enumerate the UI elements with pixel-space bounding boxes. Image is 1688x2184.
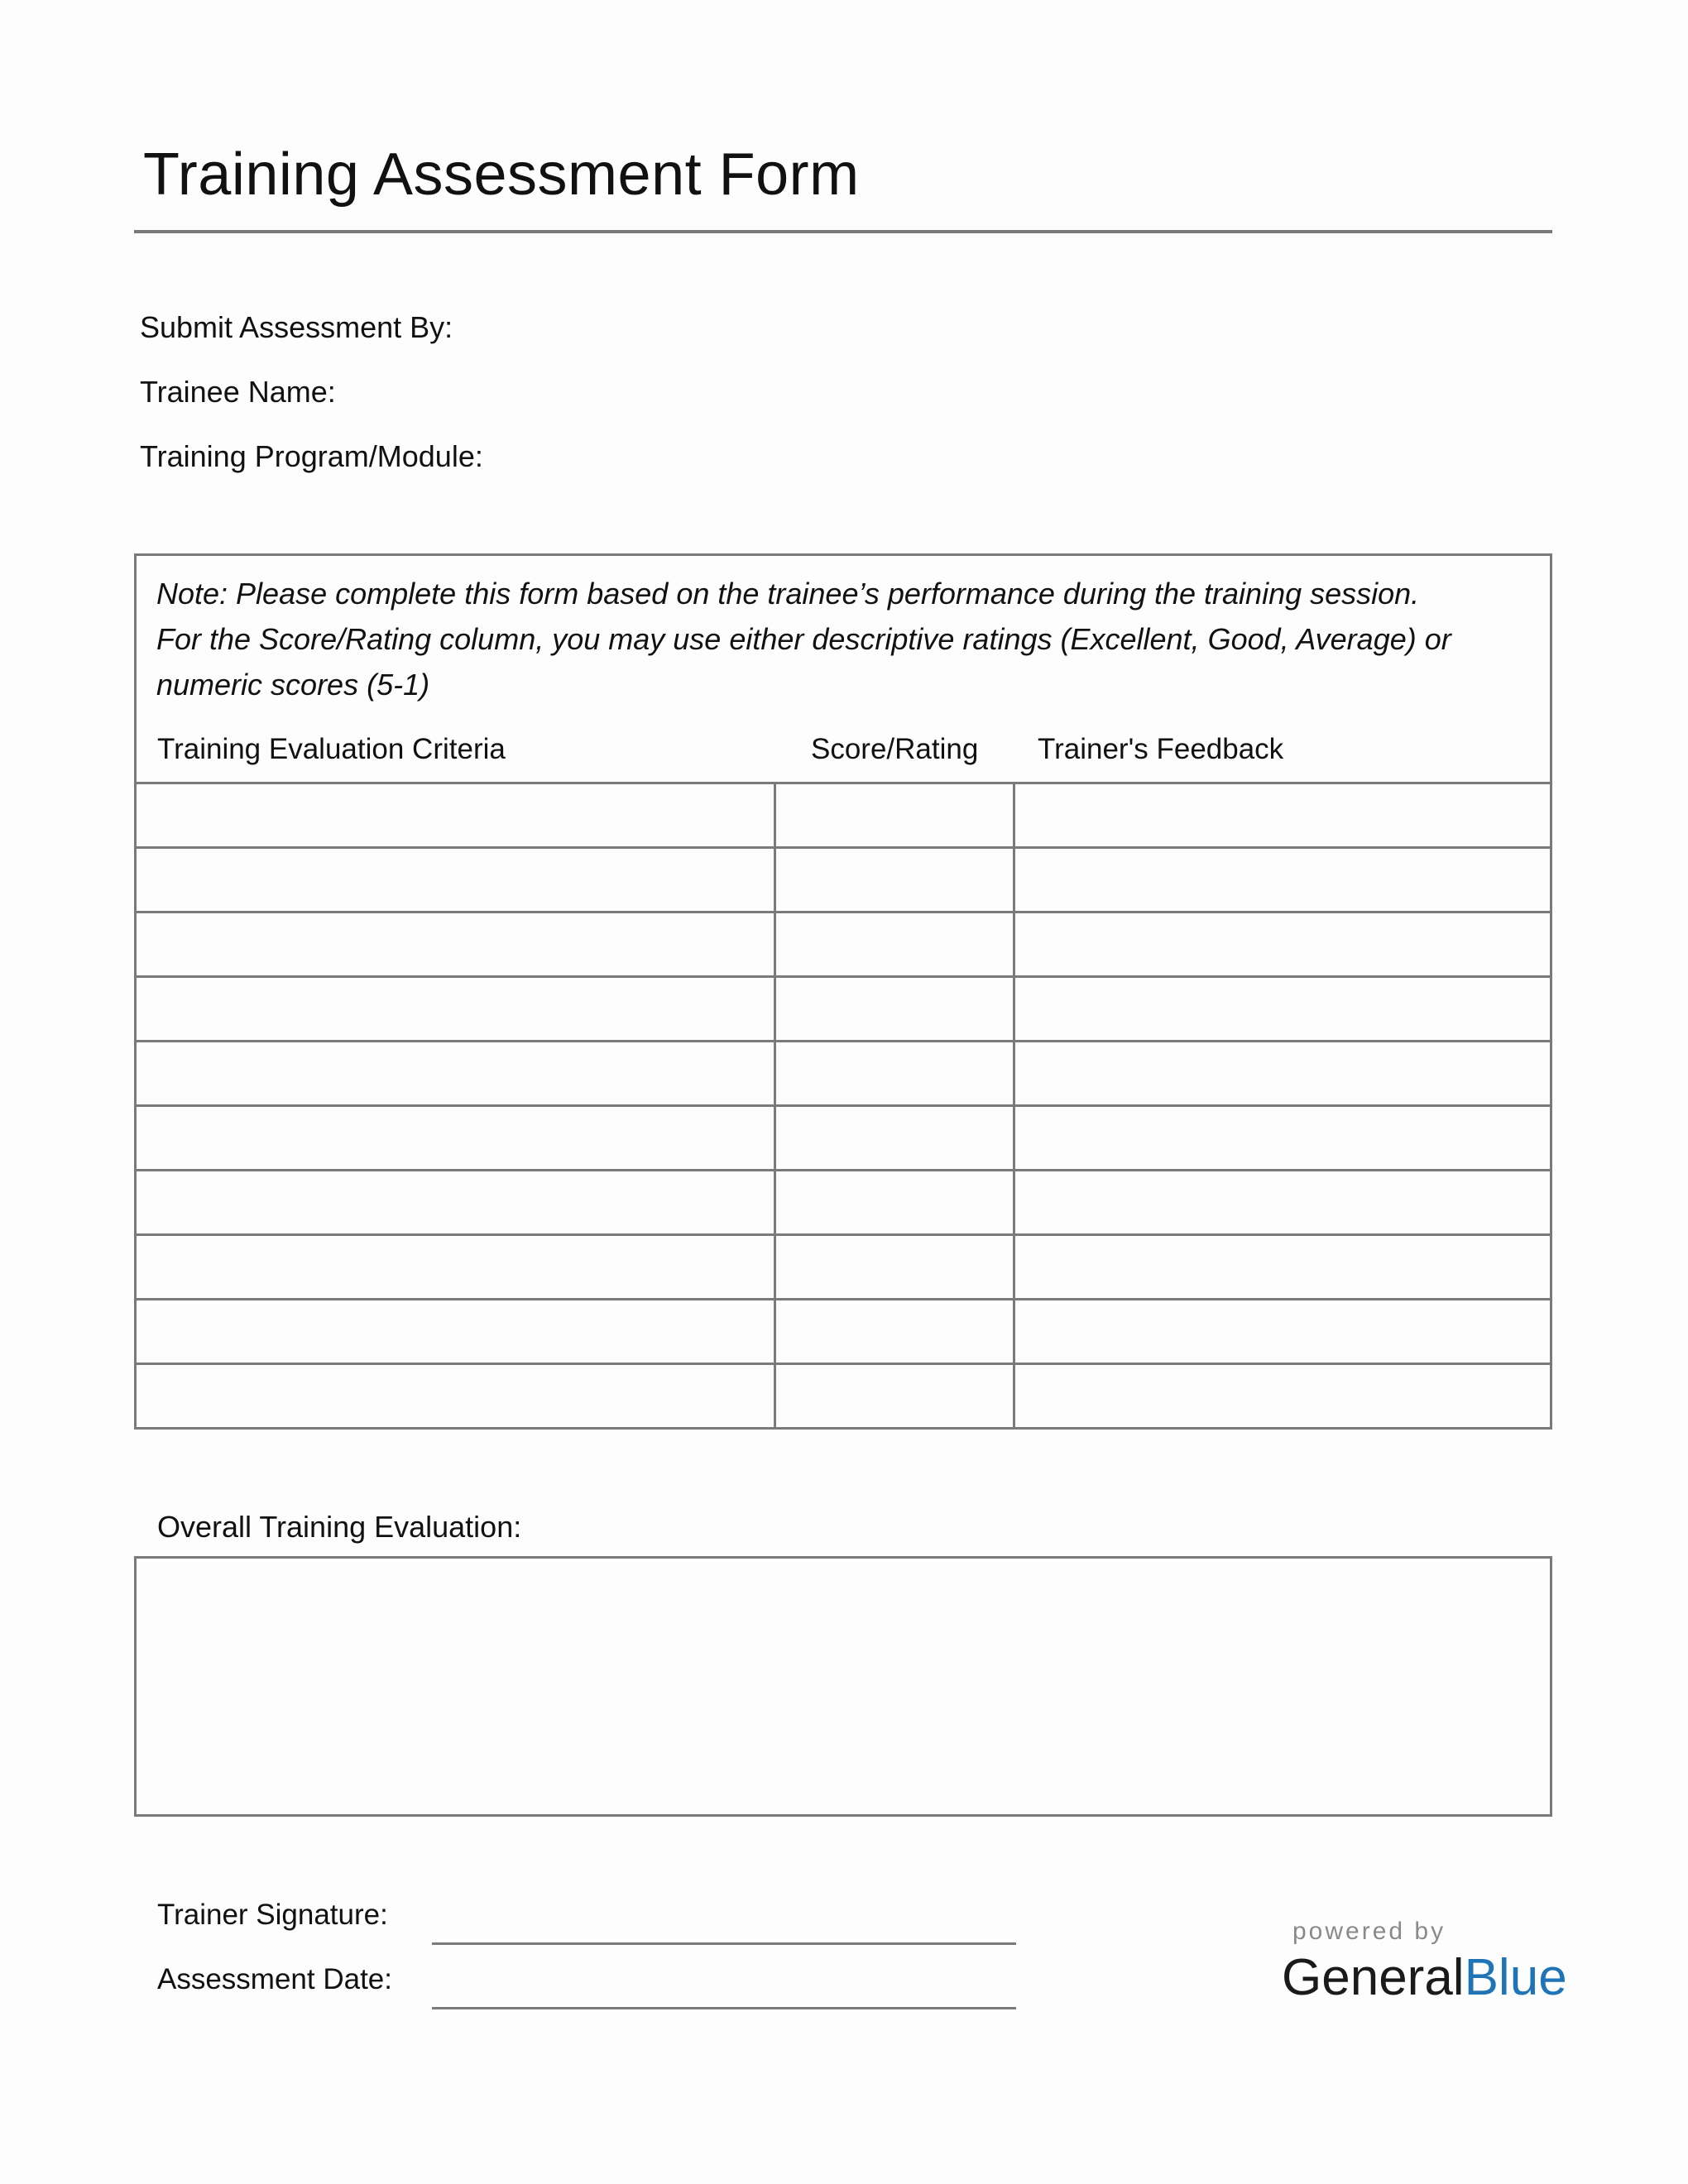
feedback-cell[interactable] [1015, 1171, 1552, 1233]
trainee-name-label: Trainee Name: [140, 375, 336, 409]
feedback-cell[interactable] [1015, 1107, 1552, 1169]
criteria-cell[interactable] [137, 1365, 774, 1427]
score-cell[interactable] [776, 1107, 1013, 1169]
note-line-3: numeric scores (5-1) [156, 668, 430, 702]
feedback-cell[interactable] [1015, 913, 1552, 975]
generalblue-logo [1282, 1948, 1567, 2007]
criteria-cell[interactable] [137, 784, 774, 846]
criteria-cell[interactable] [137, 913, 774, 975]
score-cell[interactable] [776, 1171, 1013, 1233]
score-cell[interactable] [776, 913, 1013, 975]
instructions-note [156, 571, 1547, 707]
training-program-label: Training Program/Module: [140, 439, 483, 473]
brand-blue-text: Blue [1464, 1949, 1567, 2006]
criteria-cell[interactable] [137, 1171, 774, 1233]
note-line-2: For the Score/Rating column, you may use either descriptive ratings (Excellent, Good, Average) or [156, 622, 1451, 656]
criteria-cell[interactable] [137, 1107, 774, 1169]
score-cell[interactable] [776, 849, 1013, 911]
submit-assessment-by-label: Submit Assessment By: [140, 310, 453, 344]
assessment-date-label: Assessment Date: [157, 1963, 392, 1995]
overall-evaluation-textbox[interactable] [134, 1556, 1552, 1817]
score-cell[interactable] [776, 784, 1013, 846]
score-cell[interactable] [776, 1236, 1013, 1298]
header-evaluation-criteria: Training Evaluation Criteria [157, 733, 506, 765]
feedback-cell[interactable] [1015, 1365, 1552, 1427]
brand-general-text: General [1282, 1949, 1465, 2006]
overall-evaluation-label: Overall Training Evaluation: [157, 1510, 522, 1544]
header-trainer-feedback: Trainer's Feedback [1038, 733, 1284, 765]
trainer-signature-label: Trainer Signature: [157, 1899, 388, 1931]
page-title: Training Assessment Form [143, 141, 860, 208]
feedback-cell[interactable] [1015, 978, 1552, 1040]
criteria-cell[interactable] [137, 849, 774, 911]
criteria-cell[interactable] [137, 1236, 774, 1298]
criteria-cell[interactable] [137, 978, 774, 1040]
criteria-cell[interactable] [137, 1042, 774, 1104]
assessment-date-line[interactable] [432, 2007, 1016, 2009]
feedback-cell[interactable] [1015, 784, 1552, 846]
feedback-cell[interactable] [1015, 1042, 1552, 1104]
criteria-cell[interactable] [137, 1300, 774, 1363]
score-cell[interactable] [776, 1365, 1013, 1427]
trainer-signature-line[interactable] [432, 1942, 1016, 1945]
score-cell[interactable] [776, 978, 1013, 1040]
powered-by-text: powered by [1292, 1918, 1446, 1945]
feedback-cell[interactable] [1015, 849, 1552, 911]
score-cell[interactable] [776, 1300, 1013, 1363]
note-line-1: Note: Please complete this form based on the trainee’s performance during the training session. [156, 577, 1420, 611]
feedback-cell[interactable] [1015, 1236, 1552, 1298]
score-cell[interactable] [776, 1042, 1013, 1104]
feedback-cell[interactable] [1015, 1300, 1552, 1363]
title-divider [134, 230, 1552, 233]
header-score-rating: Score/Rating [811, 733, 979, 765]
